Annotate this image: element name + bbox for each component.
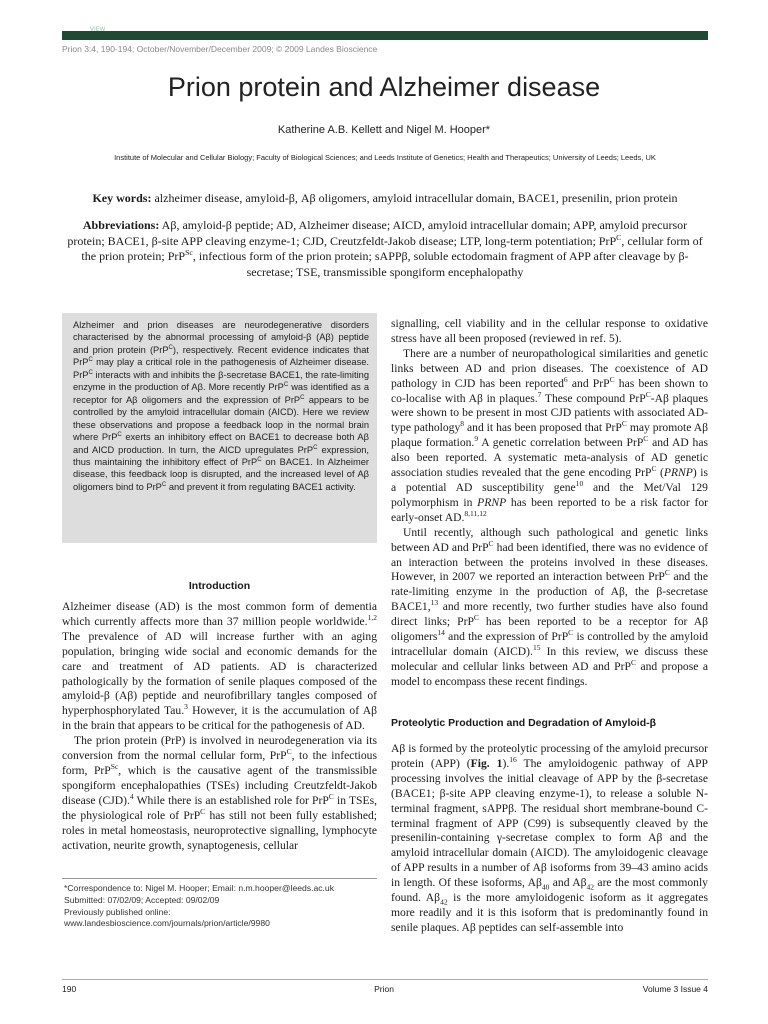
abstract-text: Alzheimer and prion diseases are neurodegenerative disorders characterised by the abnormal processing of amyloid-β (Aβ) peptide and prion protein (PrP$^C$), respectively. Recent evidence indicates that PrP$^C$ may play a critical role in the pathogenesis of Alzheimer disease. PrP$^C$ interacts with and inhibits the β-secretase BACE1, the rate-limiting enzyme in the production of Aβ. More recently PrP$^C$ was identified as a receptor for Aβ oligomers and the expression of PrP$^C$ appears to be controlled by the amyloid intracellular domain (AICD). Here we review these observations and propose a feedback loop in the normal brain where PrP$^C$ exerts an inhibitory effect on BACE1 to decrease both Aβ and AICD production. In turn, the AICD upregulates PrP$^C$ expression, thus maintaining the inhibitory effect of PrP$^C$ on BACE1. In Alzheimer disease, this feedback loop is disrupted, and the increased level of Aβ oligomers bind to PrP$^C$ and prevent it from regulating BACE1 activity. <box>73 320 369 492</box>
author-list: Katherine A.B. Kellett and Nigel M. Hooper* <box>277 124 491 136</box>
article-type-tag: VIEW <box>90 27 106 33</box>
paragraph: Aβ is formed by the proteolytic processing of the amyloid precursor protein (APP) (Fig. 1).$^{16}$ The amyloidogenic pathway of APP processing involves the initial cleavage of APP by the β-secretase (BACE1; β-site APP cleaving enzyme-1), to release a soluble N-terminal fragment, sAPPβ. The residual short membrane-bound C-terminal fragment of APP (C99) is subsequently cleaved by the presenilin-containing γ-secretase complex to form Aβ and the amyloid intracellular domain (AICD). The amyloidogenic cleavage of APP results in a number of Aβ isoforms from 39–43 amino acids in length. Of these isoforms, $A\beta_{40}$ and $A\beta_{42}$ are the most commonly found. $A\beta_{42}$ is the more amyloidogenic isoform as it aggregates more readily and it is this isoform that is predominantly found in senile plaques. Aβ peptides can self-assemble into <box>391 742 708 934</box>
right-column-body-2 <box>391 742 708 936</box>
journal-name: Prion <box>374 984 394 994</box>
footnote-divider <box>62 878 377 879</box>
keywords <box>62 191 708 206</box>
figure-link[interactable]: Fig. 1 <box>470 756 503 770</box>
abbreviations-label: Abbreviations: <box>82 218 160 232</box>
abbreviations: Abbreviations: Aβ, amyloid-β peptide; AD, Alzheimer disease; AICD, amyloid intracellular domain; APP, amyloid precursor protein; BACE1, β-site APP cleaving enzyme-1; CJD, Creutzfeldt-Jakob disease; LTP, long-term potentiation; PrP$^C$, cellular form of the prion protein; PrP$^{Sc}$, infectious form of the prion protein; sAPPβ, soluble ectodomain fragment of APP after cleavage by β-secretase; TSE, transmissible spongiform encephalopathy <box>67 218 703 279</box>
paragraph: Until recently, although such pathological and genetic links between AD and PrP$^C$ had been identified, there was no evidence of an interaction between the proteins involved in these diseases. However, in 2007 we reported an interaction between PrP$^C$ and the rate-limiting enzyme in the production of Aβ, the β-secretase BACE1,13 and more recently, two further studies have also found direct links; PrP$^C$ has been reported to be a receptor for Aβ oligomers$^{14}$ and the expression of PrP$^C$ is controlled by the amyloid intracellular domain (AICD).$^{15}$ In this review, we discuss these molecular and cellular links between AD and PrP$^C$ and propose a model to encompass these recent findings. <box>391 525 709 688</box>
published-online: Previously published online: <box>64 906 171 917</box>
paragraph: The prion protein (PrP) is involved in neurodegeneration via its conversion from the normal cellular form, PrP$^C$, to the infectious form, PrP$^{Sc}$, which is the causative agent of the transmissible spongiform encephalopathies (TSEs) including Creutzfeldt-Jakob disease (CJD).$^4$ While there is an established role for PrP$^C$ in TSEs, the physiological role of PrP$^C$ has still not been fully established; roles in metal homeostasis, neuroprotective signalling, lymphocyte activation, neurite growth, synaptogenesis, cellular <box>62 734 378 852</box>
left-column-body <box>62 600 377 853</box>
article-url[interactable]: www.landesbioscience.com/journals/prion/article/9980 <box>64 918 270 929</box>
correspondence: *Correspondence to: Nigel M. Hooper; Email: n.m.hooper@leeds.ac.uk <box>64 883 335 893</box>
section-heading-proteolytic: Proteolytic Production and Degradation of Amyloid-β <box>391 717 657 729</box>
right-column-body <box>391 317 708 690</box>
header-bar <box>62 31 708 40</box>
footnote <box>64 883 377 930</box>
keywords-label: Key words: <box>92 191 152 205</box>
page-number: 190 <box>62 984 77 994</box>
submission-dates: Submitted: 07/02/09; Accepted: 09/02/09 <box>64 894 220 905</box>
keywords-text: alzheimer disease, amyloid-β, Aβ oligomers, amyloid intracellular domain, BACE1, presenilin, prion protein <box>154 191 678 205</box>
paragraph: There are a number of neuropathological similarities and genetic links between AD and prion diseases. The coexistence of AD pathology in CJD has been reported$^6$ and PrP$^C$ has been shown to co-localise with Aβ in plaques.$^7$ These compound PrP$^C$-Aβ plaques were shown to be present in most CJD patients with associated AD-type pathology$^8$ and it has been proposed that PrP$^C$ may promote Aβ plaque formation.$^9$ A genetic correlation between PrP$^C$ and AD has also been reported. A systematic meta-analysis of AD genetic association studies revealed that the gene encoding PrP$^C$ (PRNP) is a potential AD susceptibility gene$^{10}$ and the Met/Val 129 polymorphism in PRNP has been reported to be a risk factor for early-onset AD.$^{8,11,12}$ <box>391 346 709 524</box>
volume-issue: Volume 3 Issue 4 <box>642 984 708 994</box>
section-heading-introduction: Introduction <box>188 580 251 592</box>
paragraph: Alzheimer disease (AD) is the most common form of dementia which currently affects more than 37 million people worldwide.$^{1,2}$ The prevalence of AD will increase further with an aging population, bringing wide social and economic demands for the care and treatment of AD patients. AD is characterized pathologically by the formation of senile plaques composed of the amyloid-β (Aβ) peptide and neurofibrillary tangles composed of hyperphosphorylated Tau.$^3$ However, it is the accumulation of Aβ in the brain that appears to be critical for the pathogenesis of AD. <box>62 600 377 733</box>
affiliation: Institute of Molecular and Cellular Biology; Faculty of Biological Sciences; and Leeds Institute of Genetics; Health and Therapeutics; University of Leeds; Leeds, UK <box>114 153 656 162</box>
article-title: Prion protein and Alzheimer disease <box>167 72 601 102</box>
paragraph: signalling, cell viability and in the cellular response to oxidative stress have all been proposed (reviewed in ref. 5). <box>391 317 708 345</box>
footer-divider <box>62 979 708 980</box>
citation-line: Prion 3:4, 190-194; October/November/December 2009; © 2009 Landes Bioscience <box>62 44 378 54</box>
